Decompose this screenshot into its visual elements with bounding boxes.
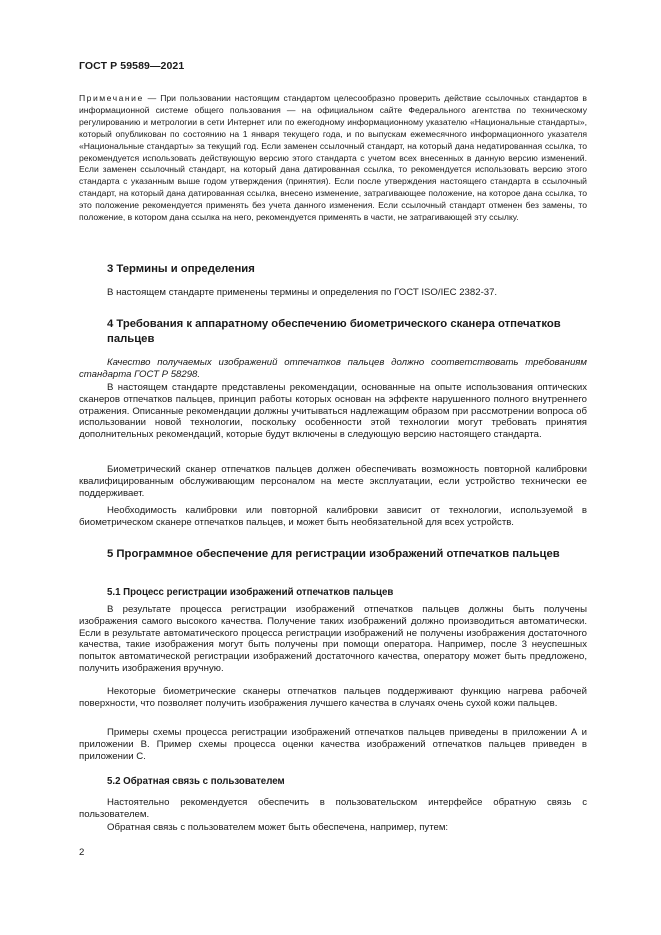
reference-note [79, 93, 587, 224]
subsection-5-2-paragraph-2: Обратная связь с пользователем может быть обеспечена, например, путем: [107, 822, 449, 833]
subsection-5-2-paragraph-1: Настоятельно рекомендуется обеспечить в пользовательском интерфейсе обратную связь с пользователем. [79, 797, 587, 820]
subsection-5-1-paragraph-1: В результате процесса регистрации изображений отпечатков пальцев должны быть получены изображения самого высокого качества. Получение таких изображений должно производиться автоматически. Если в результате автоматического процесса регистрации изображений не получены изображения достаточного качества, такие изображения могут быть получены при помощи оператора. Например, после 3 неуспешных попыток автоматической регистрации изображений достаточного качества, оператору может быть предложено, получить изображения вручную. [79, 604, 587, 674]
subsection-5-2-heading: 5.2 Обратная связь с пользователем [107, 776, 285, 787]
section-3-paragraph: В настоящем стандарте применены термины и определения по ГОСТ ISO/IEC 2382-37. [107, 287, 498, 298]
document-header: ГОСТ Р 59589—2021 [79, 60, 185, 72]
section-4-paragraph-4: Необходимость калибровки или повторной калибровки зависит от технологии, используемой в биометрическом сканере отпечатков пальцев, и может быть необязательной для всех устройств. [79, 505, 587, 528]
section-4-heading: 4 Требования к аппаратному обеспечению биометрического сканера отпечатков пальцев [107, 318, 561, 345]
section-4-paragraph-1: Качество получаемых изображений отпечатков пальцев должно соответствовать требованиям стандарта ГОСТ Р 58298. [79, 357, 587, 380]
subsection-5-1-heading: 5.1 Процесс регистрации изображений отпечатков пальцев [107, 587, 394, 598]
page-number: 2 [79, 847, 85, 858]
subsection-5-1-paragraph-2: Некоторые биометрические сканеры отпечатков пальцев поддерживают функцию нагрева рабочей поверхности, что позволяет получить изображения лучшего качества в случаях очень сухой кожи пальцев. [79, 686, 587, 709]
section-4-paragraph-2: В настоящем стандарте представлены рекомендации, основанные на опыте использования оптических сканеров отпечатков пальцев, принцип работы которых основан на эффекте нарушенного полного внутреннего отражения. Описанные рекомендации должны учитываться надлежащим образом при рассмотрении вопроса об использовании новой технологии, поскольку особенности этой технологии могут требовать принятия дополнительных рекомендаций, которые будут включены в следующую версию настоящего стандарта. [79, 382, 587, 441]
section-3-heading: 3 Термины и определения [107, 263, 255, 275]
subsection-5-1-paragraph-3: Примеры схемы процесса регистрации изображений отпечатков пальцев приведены в приложении А и приложении В. Пример схемы процесса оценки качества изображений отпечатков пальцев приведен в приложении С. [79, 727, 587, 762]
section-4-paragraph-3: Биометрический сканер отпечатков пальцев должен обеспечивать возможность повторной калибровки квалифицированным обслуживающим персоналом на месте эксплуатации, если устройство технически ее поддерживает. [79, 464, 587, 499]
note-lead: Примечание [79, 93, 144, 103]
section-5-heading: 5 Программное обеспечение для регистрации изображений отпечатков пальцев [107, 548, 560, 560]
note-text: — При пользовании настоящим стандартом целесообразно проверить действие ссылочных стандартов в информационной системе общего пользования — на официальном сайте Федерального агентства по техническому регулированию и метрологии в сети Интернет или по ежегодному информационному указателю «Национальные стандарты», который опубликован по состоянию на 1 января текущего года, и по выпускам ежемесячного информационного указателя «Национальные стандарты» за текущий год. Если заменен ссылочный стандарт, на который дана недатированная ссылка, то рекомендуется использовать действующую версию этого стандарта с учетом всех внесенных в данную версию изменений. Если заменен ссылочный стандарт, на который дана датированная ссылка, то рекомендуется использовать версию этого стандарта с указанным выше годом утверждения (принятия). Если после утверждения настоящего стандарта в ссылочный стандарт, на который дана датированная ссылка, внесено изменение, затрагивающее положение, на которое дана ссылка, то это положение рекомендуется применять без учета данного изменения. Если ссылочный стандарт отменен без замены, то положение, в котором дана ссылка на него, рекомендуется применять в части, не затрагивающей эту ссылку. [79, 93, 587, 223]
